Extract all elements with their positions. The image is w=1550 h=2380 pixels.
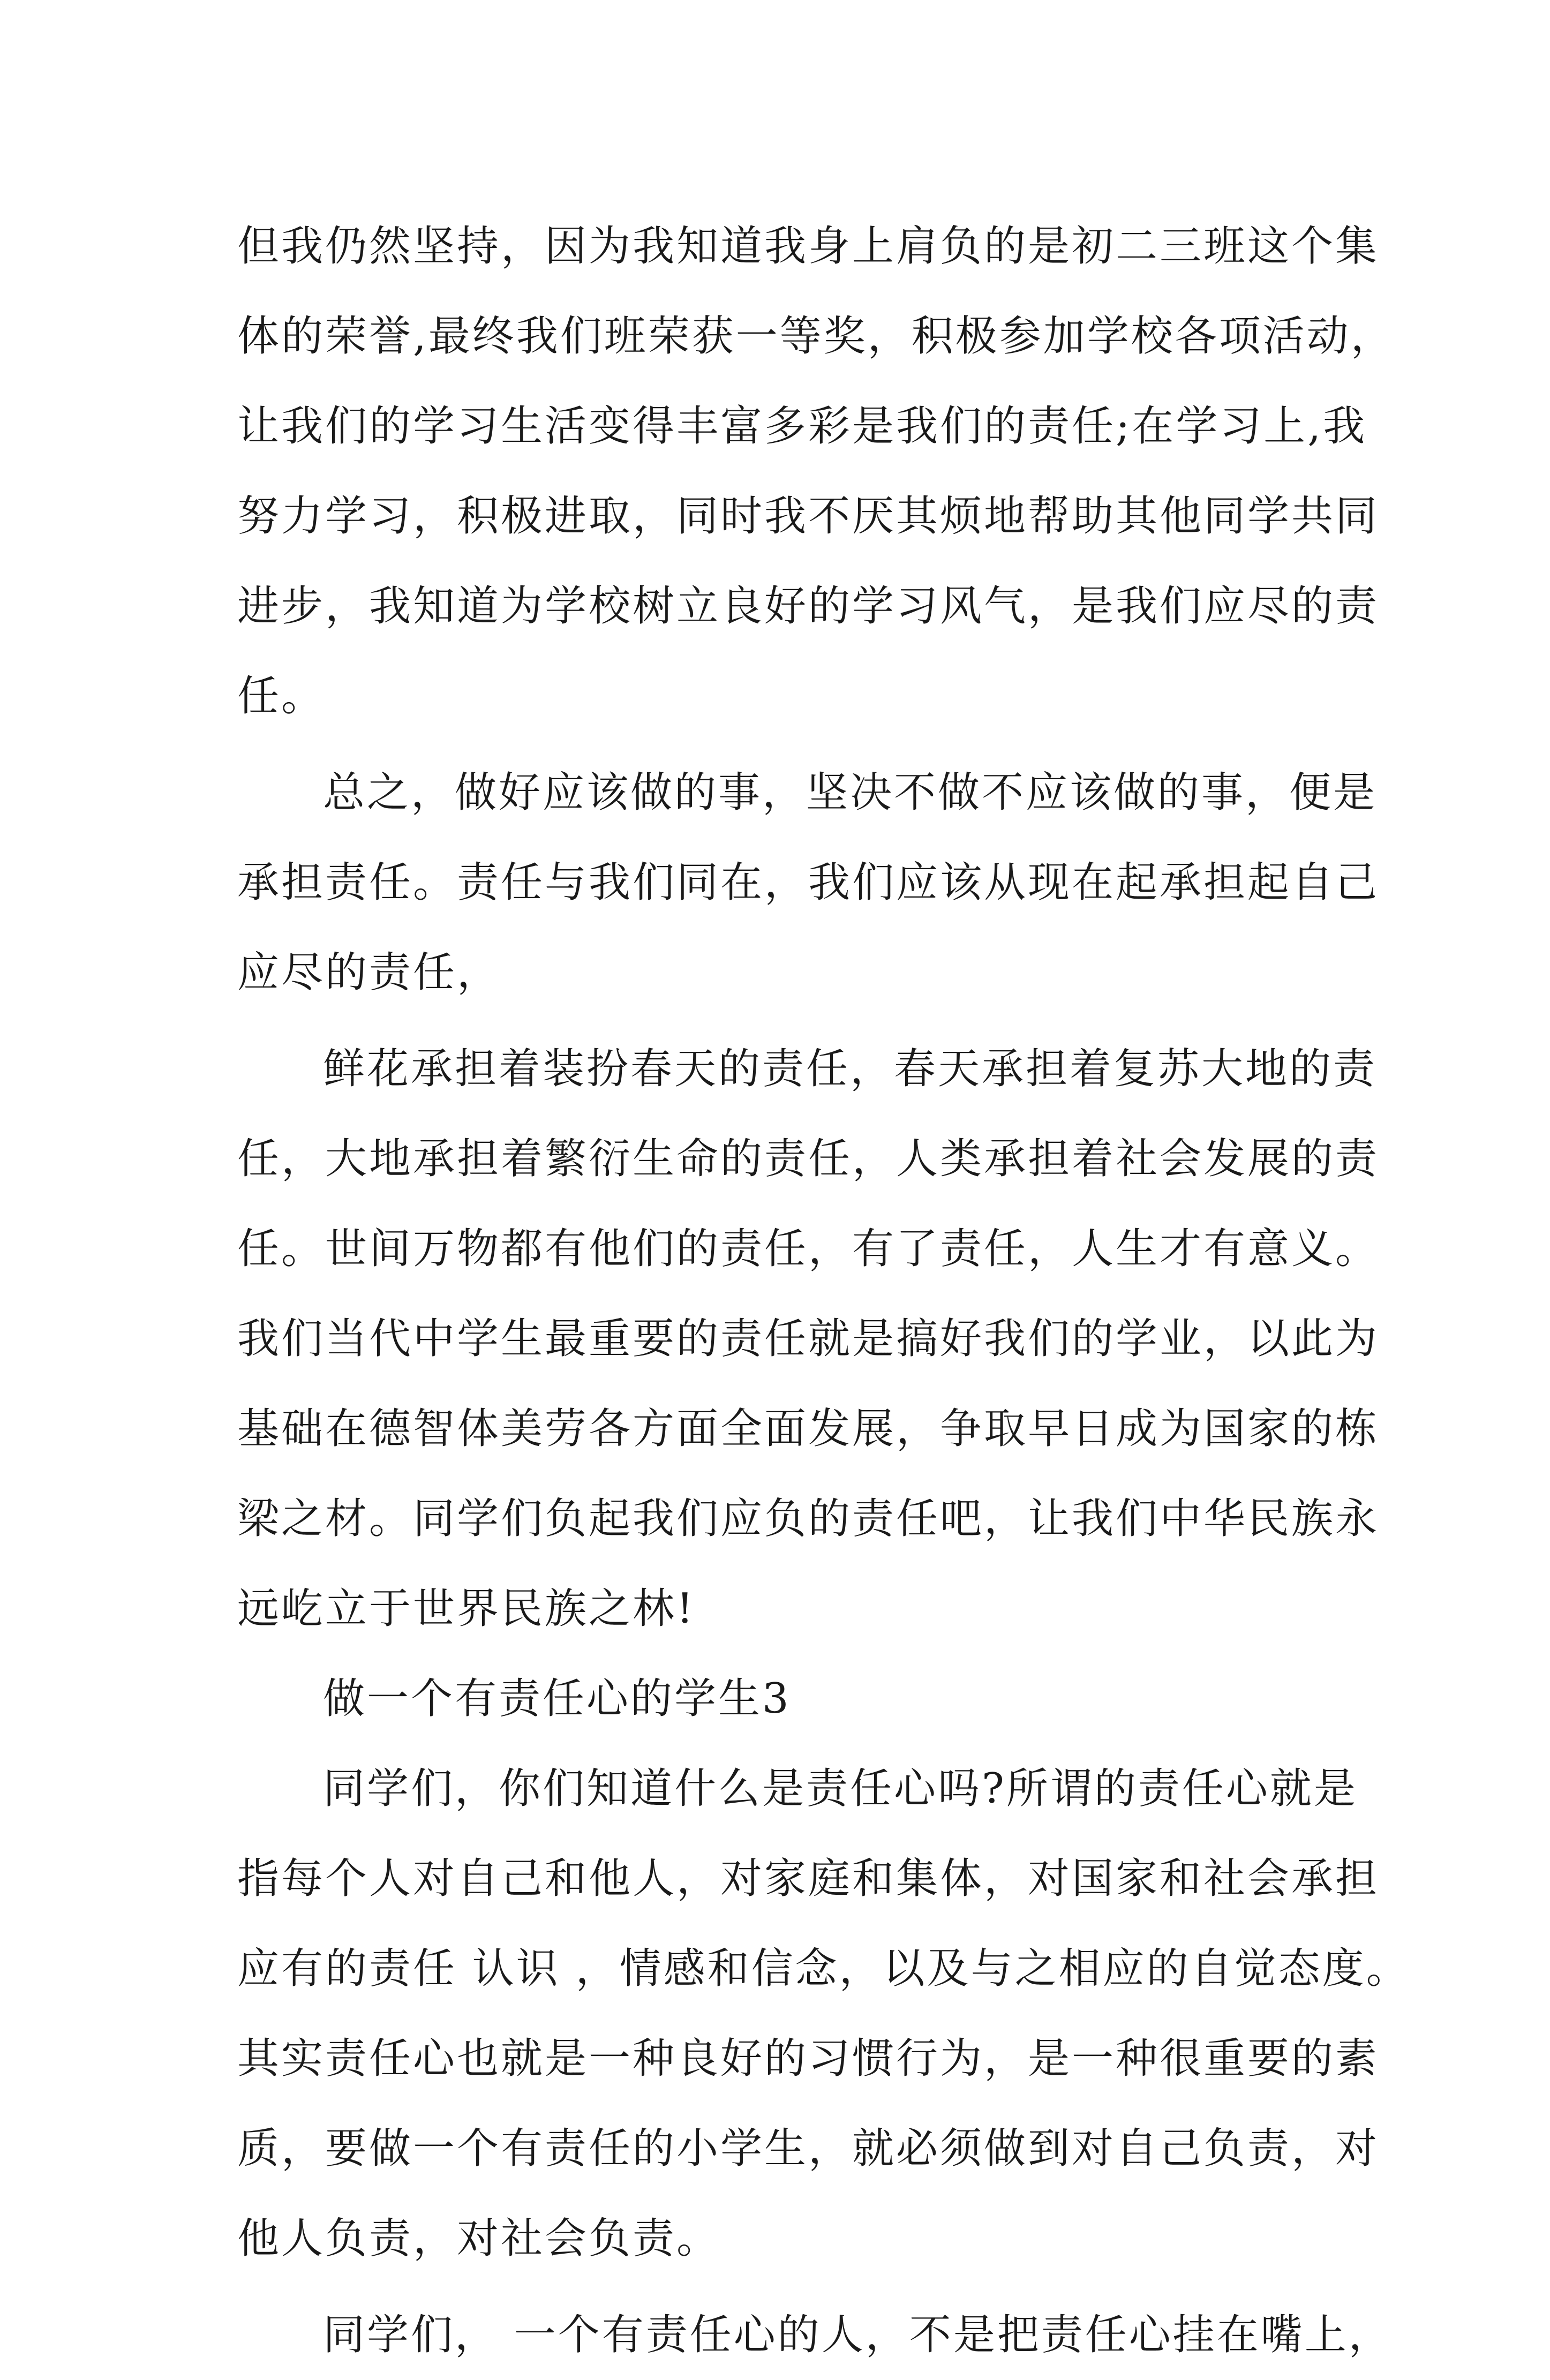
text-line: 指每个人对自己和他人，对家庭和集体，对国家和社会承担 [237,1855,1380,1903]
text-line: 他人负责，对社会负责。 [237,2215,721,2263]
text-line: 其实责任心也就是一种良好的习惯行为，是一种很重要的素 [237,2035,1380,2083]
paragraph [237,2290,1393,2380]
text-line: 任，大地承担着繁衍生命的责任，人类承担着社会发展的责 [237,1135,1380,1183]
text-line: 梁之材。同学们负起我们应负的责任吧，让我们中华民族永 [237,1495,1380,1543]
text-line: 鲜花承担着装扮春天的责任，春天承担着复苏大地的责 [323,1045,1378,1093]
paragraph [237,201,1395,741]
text-line: 体的荣誉,最终我们班荣获一等奖，积极参加学校各项活动， [237,312,1395,360]
text-line: 让我们的学习生活变得丰富多彩是我们的责任;在学习上,我 [237,402,1367,450]
paragraph [237,1744,1410,2284]
text-line: 进步，我知道为学校树立良好的学习风气，是我们应尽的责 [237,582,1380,630]
text-line: 承担责任。责任与我们同在，我们应该从现在起承担起自己 [237,858,1380,907]
text-line: 应有的责任 认识 ，情感和信念，以及与之相应的自觉态度。 [237,1945,1410,1993]
text-line: 努力学习，积极进取，同时我不厌其烦地帮助其他同学共同 [237,492,1380,540]
text-line: 我们当代中学生最重要的责任就是搞好我们的学业，以此为 [237,1315,1380,1363]
body-text [237,201,1410,2380]
text-line: 质，要做一个有责任的小学生，就必须做到对自己负责，对 [237,2125,1380,2173]
text-line: 同学们，你们知道什么是责任心吗?所谓的责任心就是 [323,1765,1358,1813]
text-line: 总之，做好应该做的事，坚决不做不应该做的事，便是 [323,769,1378,817]
section-heading [237,1654,1330,1744]
text-line: 任。世间万物都有他们的责任，有了责任，人生才有意义。 [237,1225,1380,1273]
text-line: 同学们， 一个有责任心的人，不是把责任心挂在嘴上， [323,2311,1393,2359]
text-line: 远屹立于世界民族之林! [237,1585,696,1633]
text-line: 应尽的责任， [237,948,501,997]
text-line: 做一个有责任心的学生3 [323,1675,791,1723]
text-line: 基础在德智体美劳各方面全面发展，争取早日成为国家的栋 [237,1405,1380,1453]
paragraph [237,1024,1380,1654]
text-line: 任。 [237,672,326,720]
paragraph [237,748,1380,1018]
text-line: 但我仍然坚持，因为我知道我身上肩负的是初二三班这个集 [237,222,1380,270]
